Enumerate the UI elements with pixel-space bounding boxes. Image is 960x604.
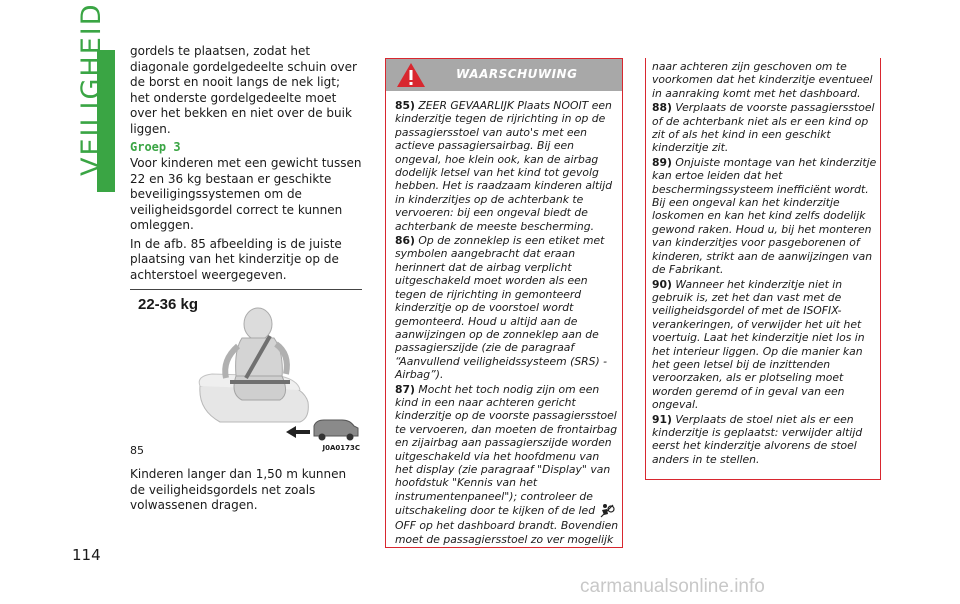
- note-text: Onjuiste montage van het kinderzitje kan ertoe leiden dat het beschermingssysteem inefficiënt wordt. Bij een ongeval kan het kinderzitje loskomen en kan het kind zelfs dodelijk gewond raken. Houd u, bij het monteren van kinderzitjes voor pasgeborenen of kinderen, strikt aan de aanwijzingen van de Fabrikant.: [652, 155, 877, 277]
- column-1-bottom: [130, 467, 362, 517]
- paragraph-figure-reference: In de afb. 85 afbeelding is de juiste plaatsing van het kinderzitje op de achterstoel weergegeven.: [130, 236, 342, 282]
- warning-header: [386, 59, 622, 91]
- warning-note-90: [652, 278, 882, 412]
- warning-note-89: [652, 156, 882, 277]
- warning-note-87: [395, 383, 619, 546]
- airbag-off-led-icon: [599, 503, 615, 519]
- note-text: Wanneer het kinderzitje niet in gebruik is, zet het dan vast met de veiligheidsgordel of met de ISOFIX-verankeringen, of verwijder het uit het voertuig. Laat het kinderzitje niet los in het interieur liggen. Op die manier kan het geen letsel bij de inzittenden veroorzaken, als er plotseling moet worden geremd of in geval van een ongeval.: [652, 277, 865, 412]
- note-text: Verplaats de stoel niet als er een kinderzitje is geplaatst: verwijder altijd eerst het kinderzitje alvorens de stoel anders in te stellen.: [652, 412, 863, 466]
- warning-box-continued: [645, 58, 881, 480]
- note-text: Verplaats de voorste passagiersstoel of de achterbank niet als er een kind op zit of als het kind in een geschikt kinderzitje zit.: [652, 101, 875, 155]
- note-text: Mocht het toch nodig zijn om een kind in een naar achteren gericht kinderzitje op de voorste passagiersstoel te vervoeren, dan moeten de frontairbag en zijairbag aan passagierszijde worden uitgeschakeld via het hoofdmenu van het display (zie paragraaf "Display" van hoofdstuk "Kennis van het instrumentenpaneel"); controleer de uitschakeling door te kijken of de led: [395, 382, 618, 518]
- warning-note-91: [652, 413, 882, 467]
- note-number: 90): [652, 277, 672, 291]
- figure-number: 85: [130, 444, 144, 457]
- arrow-left-icon: [286, 426, 310, 438]
- figure-weight-label: 22-36 kg: [138, 296, 199, 313]
- note-number: 87): [395, 382, 415, 396]
- note-text-continued: OFF op het dashboard brandt. Bovendien moet de passagiersstoel zo ver mogelijk: [395, 519, 619, 546]
- warning-body: [395, 99, 619, 547]
- paragraph-adult-belts: Kinderen langer dan 1,50 m kunnen de veiligheidsgordels net zoals volwassenen dragen.: [130, 467, 347, 512]
- note-number: 85): [395, 99, 415, 112]
- heading-group-3: Groep 3: [130, 140, 181, 154]
- warning-note-85: [395, 99, 619, 233]
- watermark[interactable]: carmanualsonline.info: [580, 576, 765, 597]
- warning-body-continued: [652, 60, 882, 467]
- car-icon: [314, 420, 358, 441]
- warning-continuation: naar achteren zijn geschoven om te voorkomen dat het kinderzitje eventueel in aanraking komt met het dashboard.: [652, 60, 873, 100]
- note-number: 86): [395, 234, 415, 248]
- note-text: Op de zonneklep is een etiket met symbolen aangebracht dat eraan herinnert dat de airbag verplicht uitgeschakeld moet worden als een tegen de rijrichting in gemonteerd kinderzitje op de voorstoel wordt gemonteerd. Houd u altijd aan de aanwijzingen op de zonneklep aan de passagierszijde (zie de paragraaf “Aanvullend veiligheidssysteem (SRS) - Airbag”).: [395, 234, 608, 382]
- note-number: 89): [652, 155, 672, 169]
- note-number: 91): [652, 412, 672, 426]
- note-number: 88): [652, 101, 672, 115]
- paragraph-group-3: Voor kinderen met een gewicht tussen 22 en 36 kg bestaan er geschikte beveiligingssystemen om de veiligheidsgordel correct te kunnen omleggen.: [130, 156, 362, 232]
- figure-85: [130, 289, 362, 457]
- warning-note-88: [652, 101, 882, 155]
- figure-code: J0A0173C: [322, 444, 360, 452]
- warning-title: WAARSCHUWING: [456, 67, 578, 81]
- paragraph-belt-placement: gordels te plaatsen, zodat het diagonale gordelgedeelte schuin over de borst en nooit langs de nek ligt; het onderste gordelgedeelte moet over het bekken en niet over de buik liggen.: [130, 44, 357, 136]
- warning-triangle-icon: [396, 61, 426, 89]
- page-number: 114: [72, 546, 101, 564]
- section-title: VEILIGHEID: [76, 2, 107, 176]
- note-text: ZEER GEVAARLIJK Plaats NOOIT een kinderzitje tegen de rijrichting in op de passagiersstoel van auto's met een actieve passagiersairbag. Bij een ongeval, hoe klein ook, kan de airbag dodelijk letsel van het kind tot gevolg hebben. Het is raadzaam kinderen altijd in kinderzitjes op de achterbank te vervoeren: bij een ongeval biedt de achterbank de meeste bescherming.: [395, 99, 613, 233]
- warning-note-86: [395, 234, 619, 381]
- column-1: [130, 44, 362, 286]
- warning-box: [385, 58, 623, 548]
